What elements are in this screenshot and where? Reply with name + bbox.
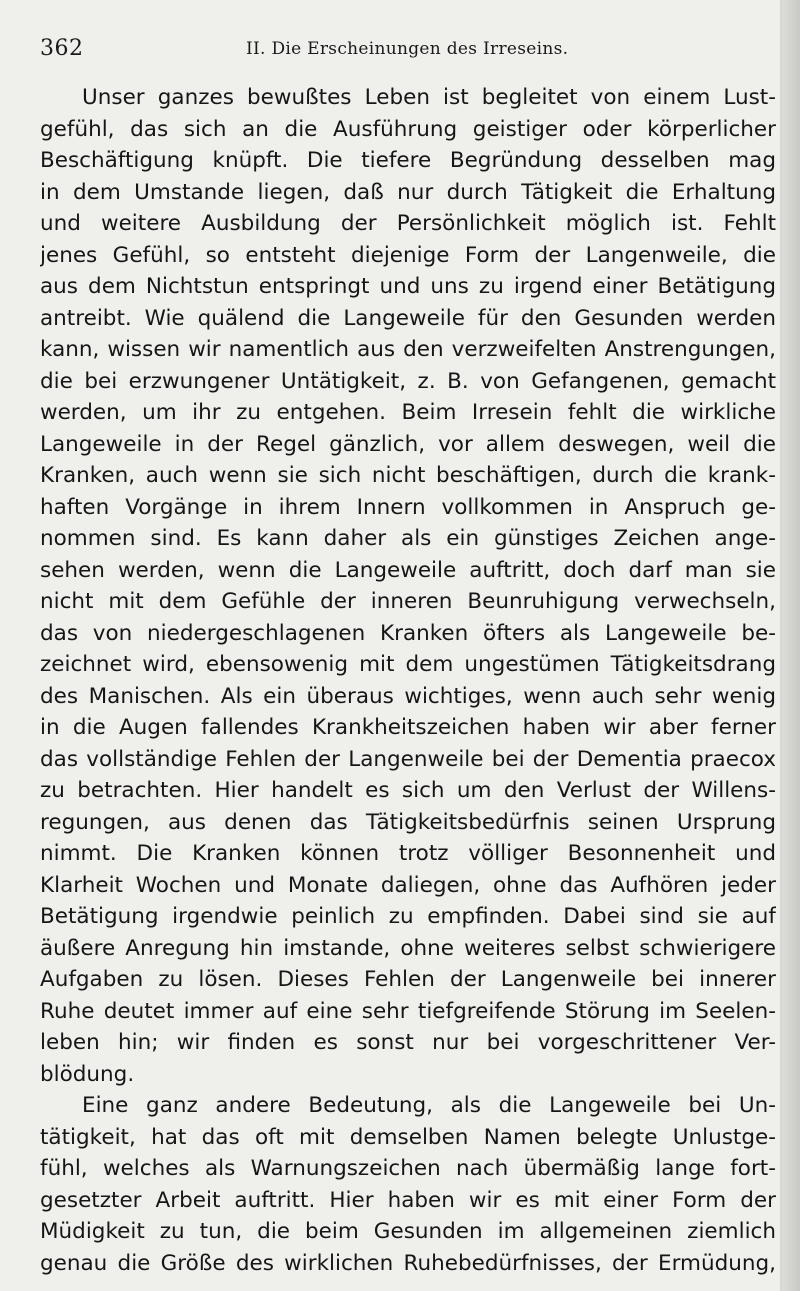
text-line: gesetzter Arbeit auftritt. Hier haben wir es mit einer Form der	[40, 1187, 776, 1213]
text-line: Aufgaben zu lösen. Dieses Fehlen der Langenweile bei innerer	[40, 967, 776, 992]
page-header	[40, 36, 780, 62]
text-line: haften Vorgänge in ihrem Innern vollkommen in Anspruch ge-	[40, 494, 776, 520]
text-line: regungen, aus denen das Tätigkeitsbedürfnis seinen Ursprung	[40, 809, 776, 835]
text-line: Ruhe deutet immer auf eine sehr tiefgreifende Störung im Seelen-	[40, 998, 776, 1024]
text-line: die bei erzwungener Untätigkeit, z. B. von Gefangenen, gemacht	[40, 368, 776, 394]
text-line: nimmt. Die Kranken können trotz völliger Besonnenheit und	[40, 841, 776, 866]
text-line: aus dem Nichtstun entspringt und uns zu irgend einer Betätigung	[40, 274, 776, 299]
text-line: tätigkeit, hat das oft mit demselben Namen belegte Unlustge-	[40, 1124, 776, 1150]
text-line: zu betrachten. Hier handelt es sich um den Verlust der Willens-	[40, 778, 776, 803]
text-line: nicht mit dem Gefühle der inneren Beunruhigung verwechseln,	[40, 589, 776, 614]
text-line: in die Augen fallendes Krankheitszeichen haben wir aber ferner	[40, 715, 776, 740]
text-line: des Manischen. Als ein überaus wichtiges, wenn auch sehr wenig	[40, 683, 776, 709]
page-edge	[782, 0, 800, 1291]
text-line: Unser ganzes bewußtes Leben ist begleitet von einem Lust-	[82, 85, 776, 110]
text-line: sehen werden, wenn die Langeweile auftritt, doch darf man sie	[40, 557, 776, 583]
text-line: das vollständige Fehlen der Langenweile bei der Dementia praecox	[40, 746, 776, 772]
text-line: und weitere Ausbildung der Persönlichkeit möglich ist. Fehlt	[40, 211, 776, 236]
running-head: II. Die Erscheinungen des Irreseins.	[246, 39, 569, 59]
text-line: zeichnet wird, ebensowenig mit dem ungestümen Tätigkeitsdrang	[40, 652, 776, 677]
text-line: gefühl, das sich an die Ausführung geistiger oder körperlicher	[40, 116, 776, 142]
text-line: kann, wissen wir namentlich aus den verzweifelten Anstrengungen,	[40, 337, 776, 362]
text-line: Betätigung irgendwie peinlich zu empfinden. Dabei sind sie auf	[40, 904, 776, 929]
text-line: Kranken, auch wenn sie sich nicht beschäftigen, durch die krank-	[40, 463, 776, 488]
text-line: Langeweile in der Regel gänzlich, vor allem deswegen, weil die	[40, 431, 776, 457]
page-number: 362	[40, 36, 84, 61]
text-line: Klarheit Wochen und Monate daliegen, ohne das Aufhören jeder	[40, 872, 776, 898]
body-text	[40, 82, 776, 1279]
text-line: nommen sind. Es kann daher als ein günstiges Zeichen ange-	[40, 526, 776, 551]
text-line: antreibt. Wie quälend die Langeweile für den Gesunden werden	[40, 305, 776, 331]
text-line: leben hin; wir finden es sonst nur bei vorgeschrittener Ver-	[40, 1030, 776, 1055]
text-line: Eine ganz andere Bedeutung, als die Langeweile bei Un-	[82, 1093, 776, 1118]
text-line: blödung.	[40, 1061, 135, 1087]
text-line: werden, um ihr zu entgehen. Beim Irresein fehlt die wirkliche	[40, 400, 776, 425]
text-line: äußere Anregung hin imstande, ohne weiteres selbst schwierigere	[40, 935, 776, 961]
text-line: Beschäftigung knüpft. Die tiefere Begründung desselben mag	[40, 148, 776, 173]
text-line: in dem Umstande liegen, daß nur durch Tätigkeit die Erhaltung	[40, 179, 776, 205]
text-line: jenes Gefühl, so entsteht diejenige Form der Langenweile, die	[40, 242, 776, 268]
text-line: das von niedergeschlagenen Kranken öfters als Langeweile be-	[40, 620, 776, 646]
text-line: Müdigkeit zu tun, die beim Gesunden im allgemeinen ziemlich	[40, 1219, 776, 1244]
text-line: fühl, welches als Warnungszeichen nach übermäßig lange fort-	[40, 1156, 776, 1181]
text-line: genau die Größe des wirklichen Ruhebedürfnisses, der Ermüdung,	[40, 1250, 776, 1276]
